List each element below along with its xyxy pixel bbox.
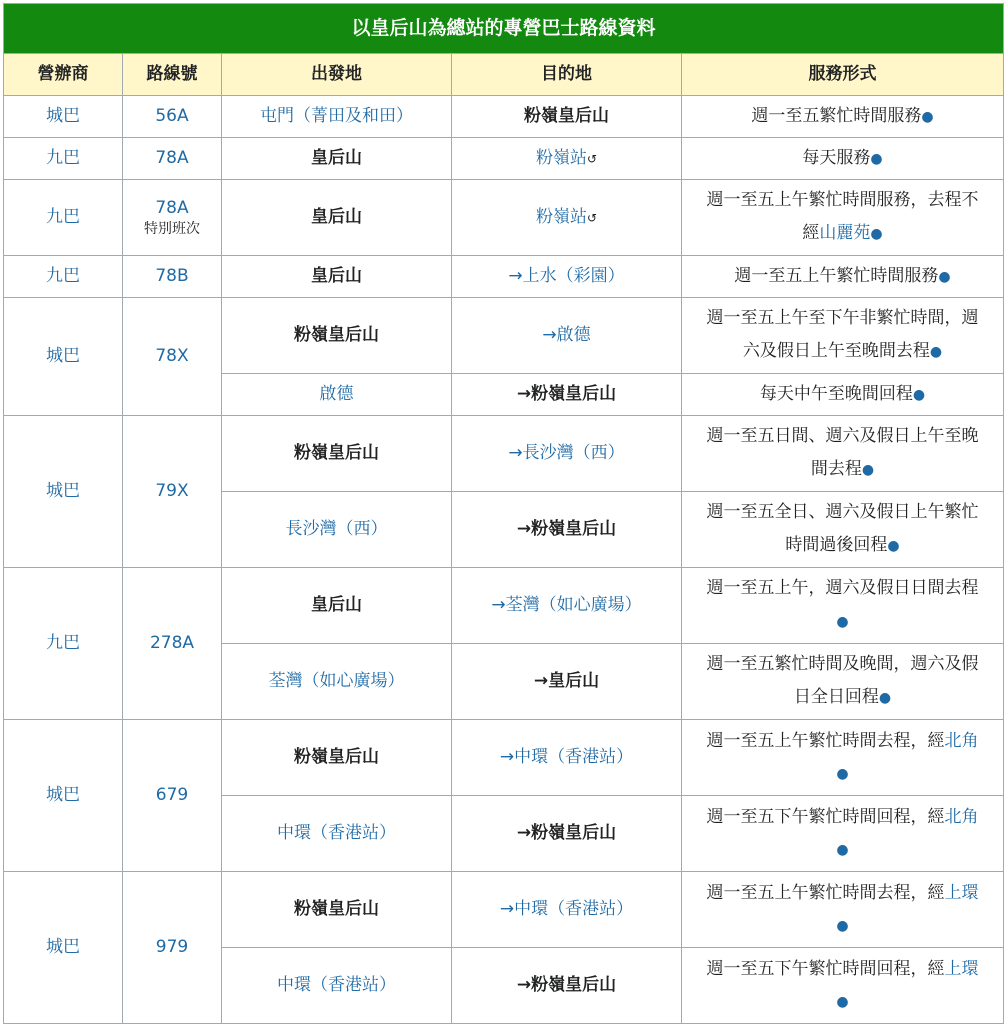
service-cell	[682, 180, 1004, 256]
dot-icon: ●	[870, 226, 883, 242]
via-link[interactable]: 上環	[944, 958, 979, 979]
dot-icon: ●	[870, 150, 883, 167]
operator-link[interactable]: 城巴	[4, 872, 123, 1024]
service-text: 週一至五全日、週六及假日上午繁忙	[706, 502, 979, 522]
destination-link[interactable]: →啟德	[452, 298, 682, 374]
route-table	[3, 3, 1004, 1024]
service-cell	[682, 298, 1004, 374]
origin: 皇后山	[222, 138, 452, 180]
origin: 皇后山	[222, 180, 452, 256]
dot-icon: ●	[887, 538, 900, 554]
operator-link[interactable]: 城巴	[4, 416, 123, 568]
dot-icon: ●	[912, 386, 926, 403]
route-link[interactable]: 78B	[123, 256, 222, 298]
circular-route-icon: ↺	[586, 151, 598, 166]
service-cell	[682, 720, 1004, 796]
destination-cell	[452, 138, 682, 180]
dot-icon: ●	[861, 462, 875, 478]
table-row	[4, 138, 1004, 180]
header-to: 目的地	[452, 54, 682, 96]
operator-link[interactable]: 城巴	[4, 298, 123, 416]
dot-icon: ●	[836, 917, 849, 934]
dot-icon: ●	[836, 765, 849, 782]
service-text: 日全日回程	[793, 687, 879, 707]
origin-link[interactable]: 長沙灣（西）	[222, 492, 452, 568]
service-text: 每天服務	[802, 147, 871, 168]
dot-icon: ●	[929, 344, 943, 360]
destination-link[interactable]: 粉嶺站	[535, 206, 587, 227]
table-title-row	[4, 4, 1004, 54]
table-row	[4, 298, 1004, 374]
service-cell	[682, 374, 1004, 416]
dot-icon: ●	[938, 268, 951, 285]
operator-link[interactable]: 九巴	[4, 568, 123, 720]
origin: 粉嶺皇后山	[222, 872, 452, 948]
table-row	[4, 568, 1004, 644]
service-cell	[682, 948, 1004, 1024]
origin: 皇后山	[222, 256, 452, 298]
table-row	[4, 256, 1004, 298]
service-cell	[682, 568, 1004, 644]
route-link[interactable]: 78A	[123, 138, 222, 180]
circular-route-icon: ↺	[586, 210, 598, 225]
destination: →粉嶺皇后山	[452, 374, 682, 416]
destination-link[interactable]: →長沙灣（西）	[452, 416, 682, 492]
origin-link[interactable]: 屯門（菁田及和田）	[222, 96, 452, 138]
header-service: 服務形式	[682, 54, 1004, 96]
route-link[interactable]: 278A	[123, 568, 222, 720]
table-row	[4, 180, 1004, 256]
service-text: 週一至五上午繁忙時間去程，經	[706, 730, 945, 751]
destination: →粉嶺皇后山	[452, 492, 682, 568]
service-cell	[682, 872, 1004, 948]
operator-link[interactable]: 九巴	[4, 256, 123, 298]
origin-link[interactable]: 中環（香港站）	[222, 948, 452, 1024]
header-operator: 營辦商	[4, 54, 123, 96]
origin-link[interactable]: 啟德	[222, 374, 452, 416]
service-text: 週一至五繁忙時間及晚間，週六及假	[706, 654, 979, 674]
origin: 粉嶺皇后山	[222, 298, 452, 374]
via-link[interactable]: 上環	[944, 882, 979, 903]
destination: →粉嶺皇后山	[452, 796, 682, 872]
service-cell	[682, 416, 1004, 492]
route-link[interactable]: 78X	[123, 298, 222, 416]
table-row	[4, 416, 1004, 492]
route-note: 特別班次	[144, 220, 200, 237]
table-title: 以皇后山為總站的專營巴士路線資料	[4, 4, 1004, 54]
service-cell	[682, 644, 1004, 720]
service-text: 週一至五上午，週六及假日日間去程	[706, 578, 979, 598]
service-text: 週一至五上午至下午非繁忙時間，週	[706, 308, 979, 328]
service-text: 週一至五繁忙時間服務	[751, 105, 922, 126]
dot-icon: ●	[921, 108, 934, 125]
destination-cell	[452, 180, 682, 256]
service-text: 週一至五上午繁忙時間服務	[734, 265, 939, 286]
service-cell	[682, 256, 1004, 298]
service-text: 週一至五下午繁忙時間回程，經	[706, 806, 945, 827]
dot-icon: ●	[836, 614, 849, 630]
service-text: 週一至五日間、週六及假日上午至晚	[706, 426, 979, 446]
origin: 皇后山	[222, 568, 452, 644]
table-row	[4, 96, 1004, 138]
dot-icon: ●	[878, 690, 892, 706]
service-text: 週一至五下午繁忙時間回程，經	[706, 958, 945, 979]
table-row	[4, 720, 1004, 796]
service-cell	[682, 96, 1004, 138]
via-link[interactable]: 山麗苑	[819, 223, 871, 243]
route-link[interactable]: 679	[123, 720, 222, 872]
service-cell	[682, 796, 1004, 872]
destination: →粉嶺皇后山	[452, 948, 682, 1024]
dot-icon: ●	[836, 841, 849, 858]
service-text: 每天中午至晚間回程	[759, 383, 913, 404]
operator-link[interactable]: 九巴	[4, 138, 123, 180]
service-text: 經	[802, 223, 820, 243]
destination-link[interactable]: →中環（香港站）	[452, 872, 682, 948]
via-link[interactable]: 北角	[944, 730, 979, 751]
destination-link[interactable]: →上水（彩園）	[452, 256, 682, 298]
route-link[interactable]: 979	[123, 872, 222, 1024]
route-link[interactable]: 79X	[123, 416, 222, 568]
route-link[interactable]: 56A	[123, 96, 222, 138]
service-text: 六及假日上午至晚間去程	[742, 341, 930, 361]
service-cell	[682, 138, 1004, 180]
operator-link[interactable]: 城巴	[4, 96, 123, 138]
destination-link[interactable]: 粉嶺站	[535, 147, 587, 168]
operator-link[interactable]: 九巴	[4, 180, 123, 256]
destination-link[interactable]: →中環（香港站）	[452, 720, 682, 796]
destination-link[interactable]: →荃灣（如心廣場）	[452, 568, 682, 644]
dot-icon: ●	[836, 993, 849, 1010]
operator-link[interactable]: 城巴	[4, 720, 123, 872]
table-header-row	[4, 54, 1004, 96]
origin: 粉嶺皇后山	[222, 416, 452, 492]
service-text: 週一至五上午繁忙時間去程，經	[706, 882, 945, 903]
service-text: 間去程	[810, 459, 862, 479]
service-cell	[682, 492, 1004, 568]
service-text: 週一至五上午繁忙時間服務，去程不	[706, 190, 979, 210]
route-cell	[123, 180, 222, 256]
via-link[interactable]: 北角	[944, 806, 979, 827]
header-route: 路線號	[123, 54, 222, 96]
destination: →皇后山	[452, 644, 682, 720]
table-row	[4, 872, 1004, 948]
route-link[interactable]: 78A	[155, 197, 189, 218]
header-from: 出發地	[222, 54, 452, 96]
origin-link[interactable]: 荃灣（如心廣場）	[222, 644, 452, 720]
service-text: 時間過後回程	[785, 535, 888, 555]
destination: 粉嶺皇后山	[452, 96, 682, 138]
origin: 粉嶺皇后山	[222, 720, 452, 796]
origin-link[interactable]: 中環（香港站）	[222, 796, 452, 872]
